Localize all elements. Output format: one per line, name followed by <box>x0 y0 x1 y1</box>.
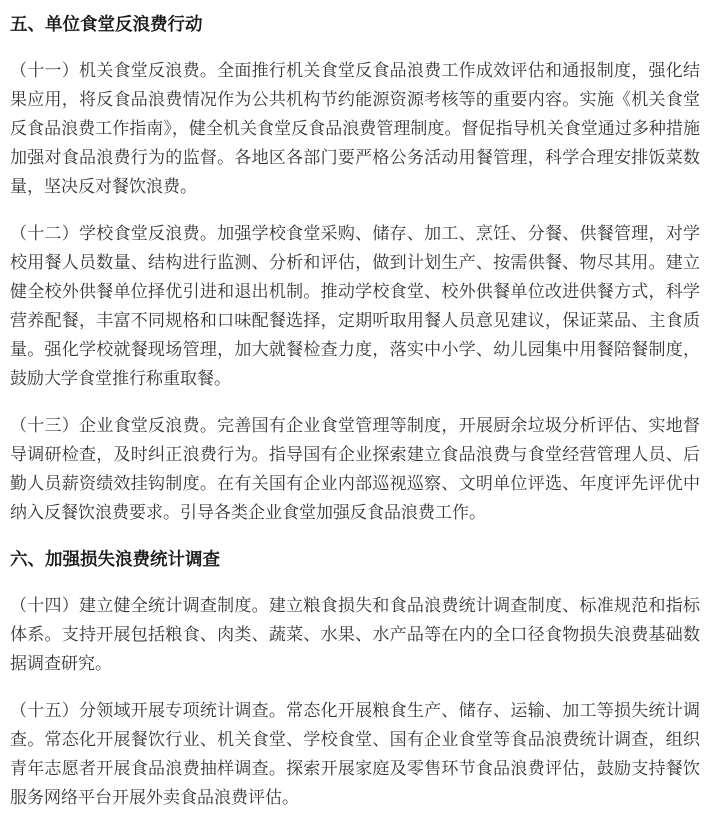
section-heading-6: 六、加强损失浪费统计调查 <box>10 549 220 569</box>
section-unit-canteen-anti-waste <box>10 10 700 527</box>
paragraph-14-statistics-system: （十四）建立健全统计调查制度。建立粮食损失和食品浪费统计调查制度、标准规范和指标体系。支持开展包括粮食、肉类、蔬菜、水果、水产品等在内的全口径食物损失浪费基础数据调查研究。 <box>10 596 700 673</box>
section-heading-5: 五、单位食堂反浪费行动 <box>10 14 203 34</box>
paragraph-15-special-statistical-survey: （十五）分领域开展专项统计调查。常态化开展粮食生产、储存、运输、加工等损失统计调查。常态化开展餐饮行业、机关食堂、学校食堂、国有企业食堂等食品浪费统计调查，组织青年志愿者开展食品浪费抽样调查。探索开展家庭及零售环节食品浪费评估，鼓励支持餐饮服务网络平台开展外卖食品浪费评估。 <box>10 701 700 807</box>
policy-document <box>10 10 700 812</box>
section-loss-waste-statistics <box>10 545 700 812</box>
paragraph-13-enterprise-canteen: （十三）企业食堂反浪费。完善国有企业食堂管理等制度，开展厨余垃圾分析评估、实地督导调研检查，及时纠正浪费行为。指导国有企业探索建立食品浪费与食堂经营管理人员、后勤人员薪资绩效挂钩制度。在有关国有企业内部巡视巡察、文明单位评选、年度评先评优中纳入反餐饮浪费要求。引导各类企业食堂加强反食品浪费工作。 <box>10 416 700 522</box>
paragraph-12-school-canteen: （十二）学校食堂反浪费。加强学校食堂采购、储存、加工、烹饪、分餐、供餐管理，对学校用餐人员数量、结构进行监测、分析和评估，做到计划生产、按需供餐、物尽其用。建立健全校外供餐单位择优引进和退出机制。推动学校食堂、校外供餐单位改进供餐方式，科学营养配餐，丰富不同规格和口味配餐选择，定期听取用餐人员意见建议，保证菜品、主食质量。强化学校就餐现场管理，加大就餐检查力度，落实中小学、幼儿园集中用餐陪餐制度，鼓励大学食堂推行称重取餐。 <box>10 224 700 388</box>
paragraph-11-government-canteen: （十一）机关食堂反浪费。全面推行机关食堂反食品浪费工作成效评估和通报制度，强化结果应用，将反食品浪费情况作为公共机构节约能源资源考核等的重要内容。实施《机关食堂反食品浪费工作指南》，健全机关食堂反食品浪费管理制度。督促指导机关食堂通过多种措施加强对食品浪费行为的监督。各地区各部门要严格公务活动用餐管理，科学合理安排饭菜数量，坚决反对餐饮浪费。 <box>10 61 700 196</box>
